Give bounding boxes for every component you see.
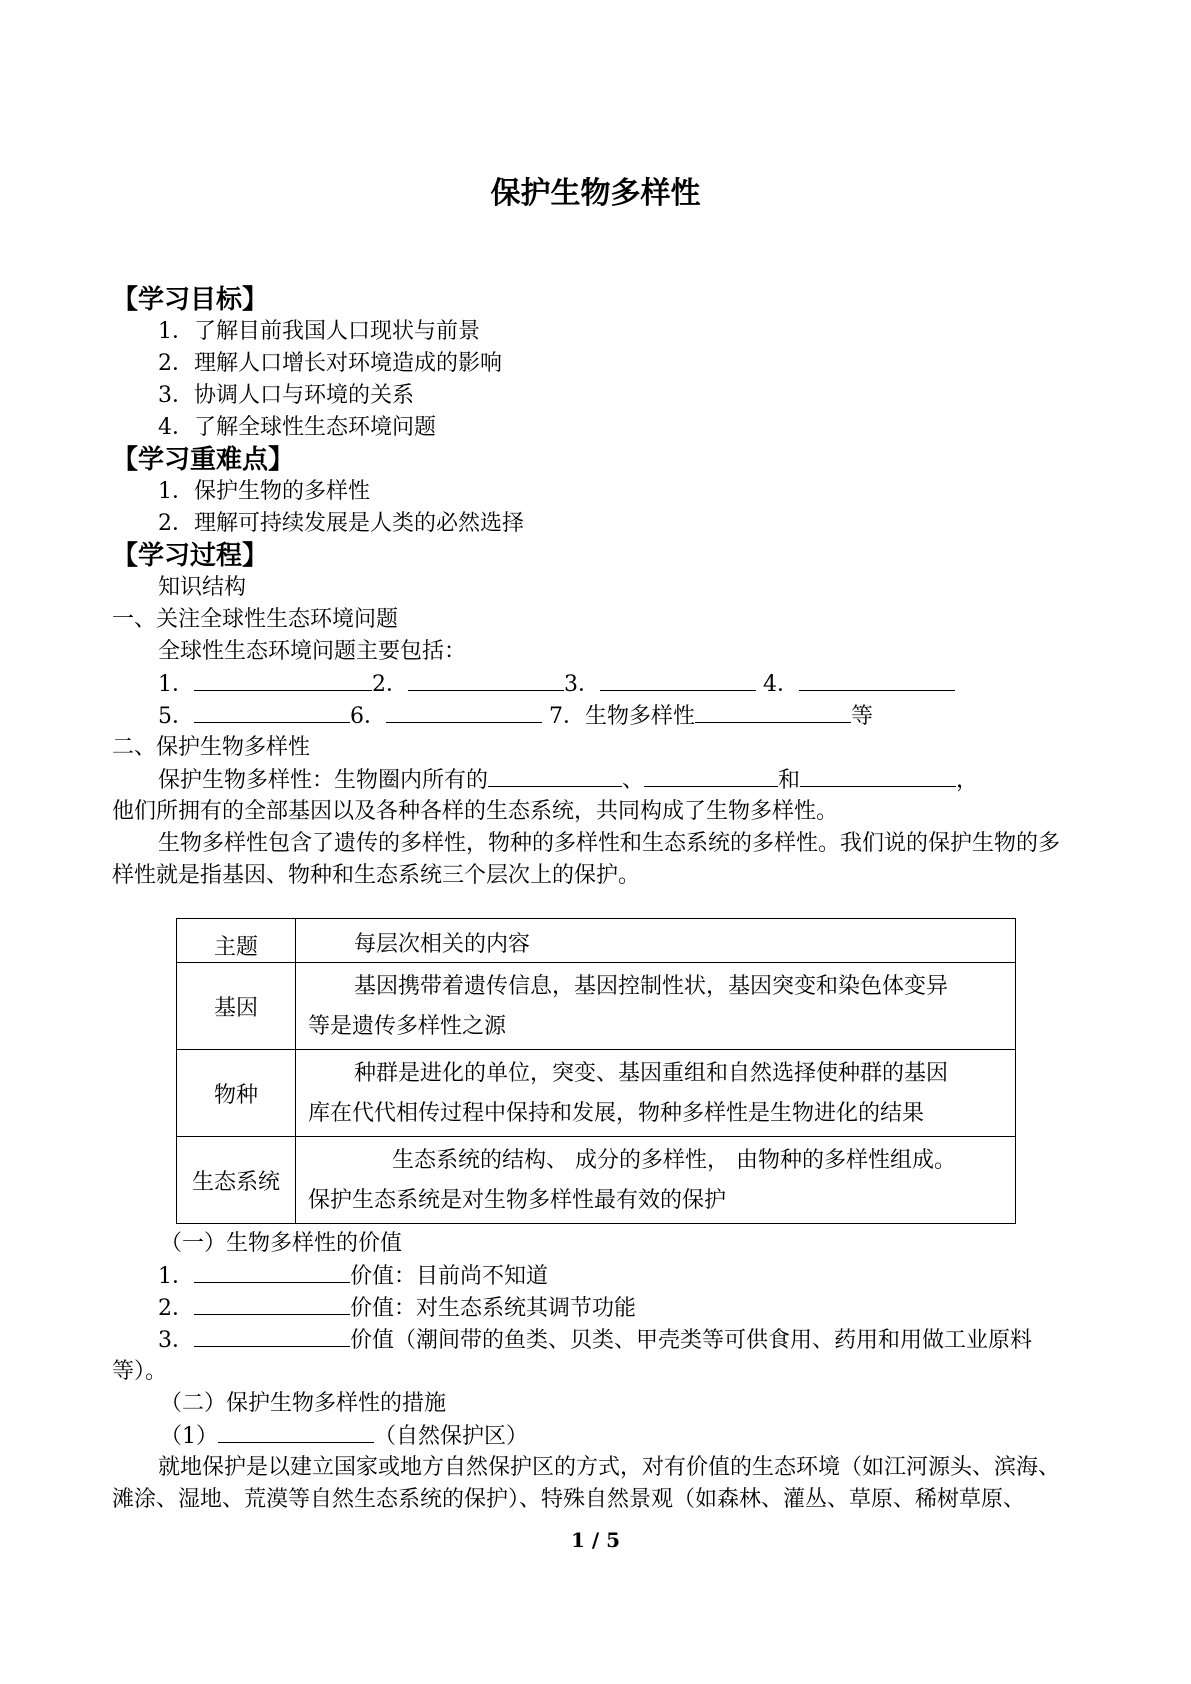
row-content	[296, 1137, 1016, 1224]
table-header-row	[177, 919, 1016, 963]
fill-blank[interactable]	[194, 1292, 350, 1315]
definition-line	[112, 764, 1080, 796]
value-number: 2．	[158, 1296, 194, 1321]
value-tail: 等）。	[112, 1359, 168, 1384]
row-content-line: 基因携带着遗传信息，基因控制性状，基因突变和染色体变异	[354, 974, 949, 999]
measure-number: （1）	[160, 1424, 218, 1449]
value-number: 1．	[158, 1264, 194, 1289]
blank-number: 4．	[763, 672, 799, 697]
blank-number: 7．生物多样性	[549, 704, 695, 729]
part2-title: 二、保护生物多样性	[112, 735, 311, 760]
section-heading-process: 【学习过程】	[112, 541, 269, 571]
section-heading-goals: 【学习目标】	[112, 285, 269, 315]
table-row	[177, 963, 1016, 1050]
separator: 、	[622, 768, 645, 793]
value-number: 3．	[158, 1328, 194, 1353]
value-title: （一）生物多样性的价值	[160, 1231, 403, 1256]
fill-blank[interactable]	[644, 764, 778, 787]
goal-item: 4．了解全球性生态环境问题	[158, 415, 436, 440]
value-item	[112, 1324, 1080, 1356]
fill-blank[interactable]	[386, 700, 542, 723]
blank-row-2	[112, 700, 1080, 732]
document-body	[112, 284, 1080, 1516]
measure-text: （自然保护区）	[374, 1424, 529, 1449]
measures-paragraph: 就地保护是以建立国家或地方自然保护区的方式，对有价值的生态环境（如江河源头、滨海、滩涂、湿地、荒漠等自然生态系统的保护）、特殊自然景观（如森林、灌丛、草原、稀树草原、	[112, 1455, 1061, 1512]
row-content-line: 种群是进化的单位，突变、基因重组和自然选择使种群的基因	[354, 1061, 949, 1086]
levels-table	[176, 918, 1016, 1224]
value-text: 价值（潮间带的鱼类、贝类、甲壳类等可供食用、药用和用做工业原料	[350, 1328, 1033, 1353]
key-point-item: 2．理解可持续发展是人类的必然选择	[158, 511, 524, 536]
row-content	[296, 1050, 1016, 1137]
fill-blank[interactable]	[194, 1324, 350, 1347]
page-number: 1 / 5	[570, 1528, 621, 1552]
row-content	[296, 963, 1016, 1050]
fill-blank[interactable]	[800, 764, 956, 787]
fill-blank[interactable]	[218, 1420, 374, 1443]
row-content-line: 库在代代相传过程中保持和发展，物种多样性是生物进化的结果	[308, 1101, 925, 1126]
definition-prefix: 保护生物多样性：生物圈内所有的	[158, 768, 489, 793]
value-text: 价值：对生态系统其调节功能	[350, 1296, 637, 1321]
structure-label: 知识结构	[158, 575, 247, 600]
row-content-line: 保护生态系统是对生物多样性最有效的保护	[308, 1188, 727, 1213]
blank-number: 6．	[350, 704, 386, 729]
blank-row-1	[112, 668, 1080, 700]
blank-number: 5．	[158, 704, 194, 729]
biodiversity-paragraph: 生物多样性包含了遗传的多样性，物种的多样性和生态系统的多样性。我们说的保护生物的多样性就是指基因、物种和生态系统三个层次上的保护。	[112, 831, 1061, 888]
blank-number: 1．	[158, 672, 194, 697]
definition-continuation: 他们所拥有的全部基因以及各种各样的生态系统，共同构成了生物多样性。	[112, 799, 839, 824]
blank-number: 3．	[564, 672, 600, 697]
fill-blank[interactable]	[194, 668, 372, 691]
goal-item: 3．协调人口与环境的关系	[158, 383, 414, 408]
fill-blank[interactable]	[799, 668, 955, 691]
deng-text: 等	[851, 704, 874, 729]
header-topic: 主题	[177, 919, 296, 963]
row-content-line: 等是遗传多样性之源	[308, 1014, 507, 1039]
row-topic: 物种	[177, 1050, 296, 1137]
section-heading-key-points: 【学习重难点】	[112, 445, 295, 475]
goal-item: 1．了解目前我国人口现状与前景	[158, 319, 480, 344]
value-item	[112, 1292, 1080, 1324]
fill-blank[interactable]	[488, 764, 622, 787]
table-row	[177, 1050, 1016, 1137]
separator: 和	[778, 768, 801, 793]
part1-intro: 全球性生态环境问题主要包括：	[158, 639, 467, 664]
measure-item	[112, 1420, 1080, 1452]
fill-blank[interactable]	[695, 700, 851, 723]
document-title: 保护生物多样性	[490, 176, 701, 211]
row-topic: 生态系统	[177, 1137, 296, 1224]
part1-title: 一、关注全球性生态环境问题	[112, 607, 399, 632]
key-point-item: 1．保护生物的多样性	[158, 479, 370, 504]
measures-title: （二）保护生物多样性的措施	[160, 1391, 447, 1416]
header-content: 每层次相关的内容	[296, 919, 1016, 963]
value-text: 价值：目前尚不知道	[350, 1264, 549, 1289]
separator: ，	[956, 768, 979, 793]
row-topic: 基因	[177, 963, 296, 1050]
fill-blank[interactable]	[194, 700, 350, 723]
fill-blank[interactable]	[600, 668, 756, 691]
blank-number: 2．	[372, 672, 408, 697]
fill-blank[interactable]	[408, 668, 564, 691]
goal-item: 2．理解人口增长对环境造成的影响	[158, 351, 502, 376]
table-row	[177, 1137, 1016, 1224]
fill-blank[interactable]	[194, 1260, 350, 1283]
value-item	[112, 1260, 1080, 1292]
row-content-line: 生态系统的结构、 成分的多样性， 由物种的多样性组成。	[392, 1148, 956, 1173]
